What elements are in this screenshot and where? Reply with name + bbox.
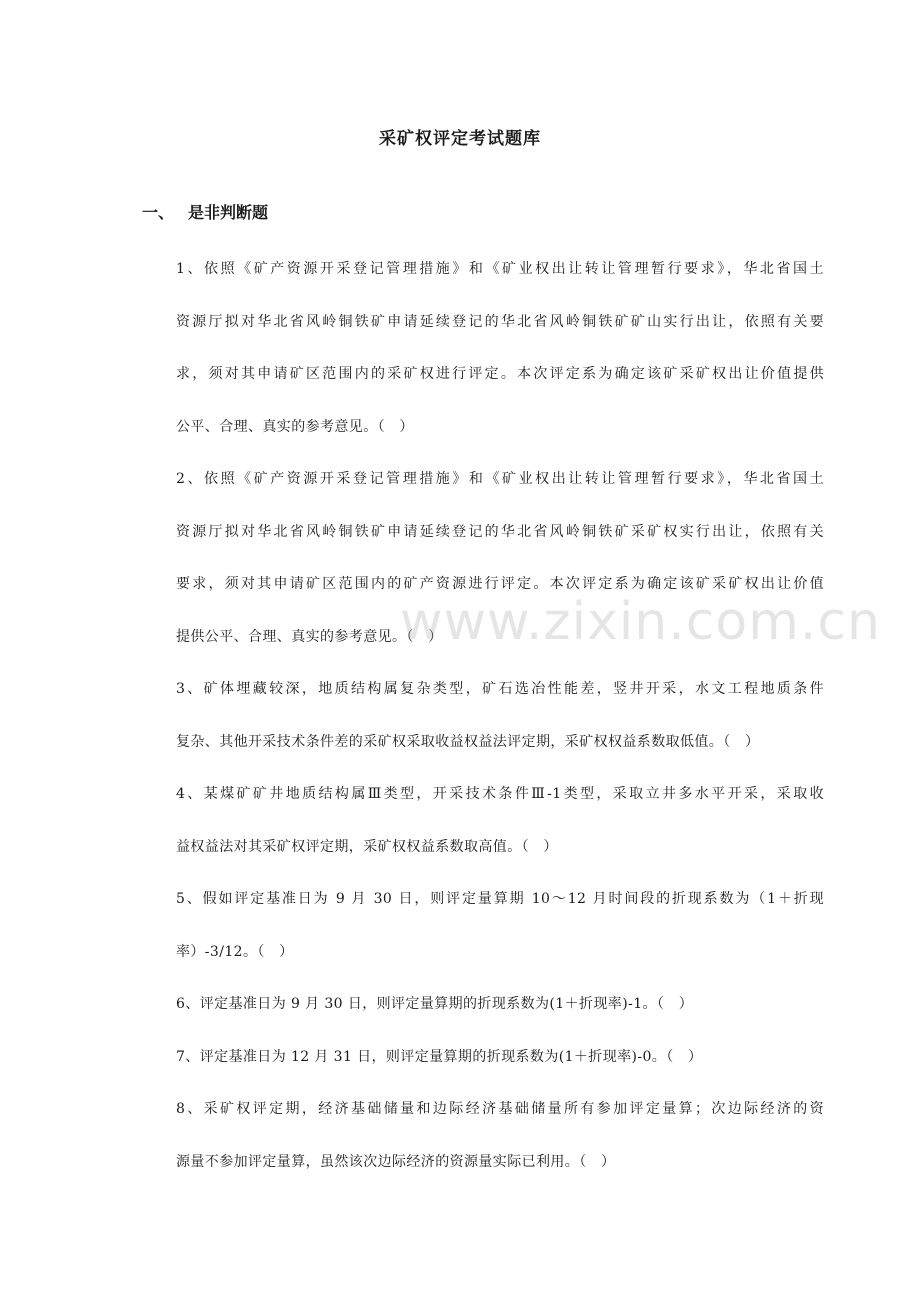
question-line: 3、矿体埋藏较深，地质结构属复杂类型，矿石选冶性能差，竖井开采，水文工程地质条件 bbox=[176, 681, 824, 697]
question-line: 资源厅拟对华北省风岭铜铁矿申请延续登记的华北省风岭铜铁矿矿山实行出让，依照有关要 bbox=[176, 313, 824, 330]
question-line: 求，须对其申请矿区范围内的采矿权进行评定。本次评定系为确定该矿采矿权出让价值提供 bbox=[176, 366, 824, 382]
question-item bbox=[176, 1031, 824, 1084]
question-line: 率）-3/12。（ ） bbox=[176, 943, 294, 960]
question-line: 要求，须对其申请矿区范围内的矿产资源进行评定。本次评定系为确定该矿采矿权出让价值 bbox=[176, 576, 824, 592]
question-item bbox=[176, 243, 824, 453]
question-line: 复杂、其他开采技术条件差的采矿权采取收益权益法评定期，采矿权权益系数取低值。（ ） bbox=[176, 733, 760, 750]
document-title: 采矿权评定考试题库 bbox=[379, 129, 541, 149]
question-list bbox=[176, 243, 824, 1188]
question-item bbox=[176, 768, 824, 873]
section-heading bbox=[142, 200, 268, 223]
section-heading-text: 是非判断题 bbox=[188, 203, 269, 222]
question-item bbox=[176, 1083, 824, 1188]
question-line: 6、评定基准日为 9 月 30 日，则评定量算期的折现系数为(1＋折现率)-1。（ ） bbox=[176, 996, 694, 1012]
question-item bbox=[176, 663, 824, 768]
question-line: 提供公平、合理、真实的参考意见。（ ） bbox=[176, 628, 443, 645]
watermark: www.zixin.com.cn bbox=[400, 592, 881, 652]
question-line: 5、假如评定基准日为 9 月 30 日，则评定量算期 10～12 月时间段的折现系数为（1＋折现 bbox=[176, 891, 824, 907]
question-line: 资源厅拟对华北省风岭铜铁矿申请延续登记的华北省风岭铜铁矿采矿权实行出让，依照有关 bbox=[176, 523, 824, 540]
question-item bbox=[176, 453, 824, 663]
question-item bbox=[176, 978, 824, 1031]
question-line: 7、评定基准日为 12 月 31 日，则评定量算期的折现系数为(1＋折现率)-0。（ ） bbox=[176, 1048, 703, 1065]
question-line: 源量不参加评定量算，虽然该次边际经济的资源量实际已利用。（ ） bbox=[176, 1153, 616, 1170]
section-number: 一、 bbox=[142, 203, 175, 222]
question-line: 益权益法对其采矿权评定期，采矿权权益系数取高值。（ ） bbox=[176, 838, 558, 855]
question-line: 8、采矿权评定期，经济基础储量和边际经济基础储量所有参加评定量算；次边际经济的资 bbox=[176, 1101, 824, 1117]
question-line: 公平、合理、真实的参考意见。（ ） bbox=[176, 418, 414, 435]
question-line: 1、依照《矿产资源开采登记管理措施》和《矿业权出让转让管理暂行要求》，华北省国土 bbox=[176, 261, 824, 277]
question-item bbox=[176, 873, 824, 978]
question-line: 2、依照《矿产资源开采登记管理措施》和《矿业权出让转让管理暂行要求》，华北省国土 bbox=[176, 471, 824, 487]
question-line: 4、某煤矿矿井地质结构属Ⅲ类型，开采技术条件Ⅲ-1类型，采取立井多水平开采，采取收 bbox=[176, 786, 824, 802]
